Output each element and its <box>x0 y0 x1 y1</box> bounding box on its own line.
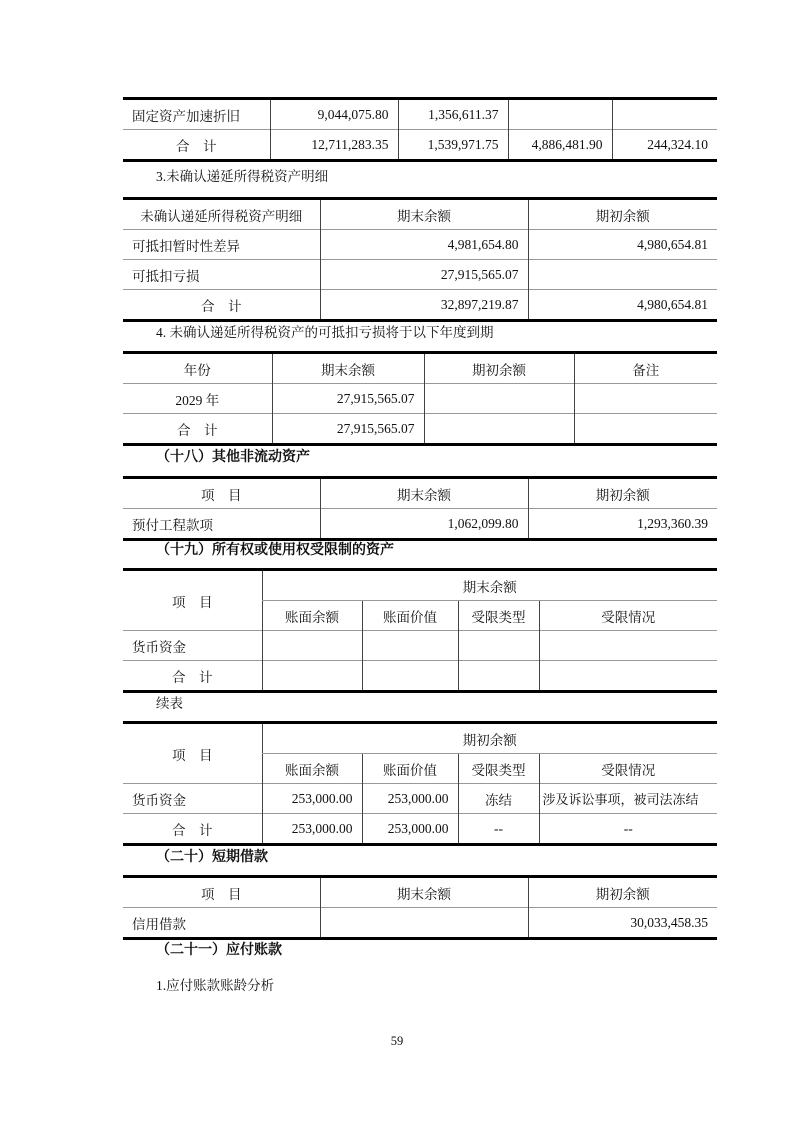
table-row <box>123 631 717 661</box>
restricted-assets-end-table <box>123 568 717 693</box>
table-row <box>123 260 717 290</box>
header-group-cell: 期初余额 <box>262 723 717 754</box>
restriction-detail-cell <box>539 631 717 661</box>
amount-cell: 9,044,075.80 <box>270 99 398 130</box>
header-cell: 项 目 <box>201 886 242 902</box>
section-21-heading: （二十一）应付账款 <box>156 943 282 958</box>
amount-cell: 4,886,481.90 <box>508 130 612 161</box>
row-label-cell: 预付工程款项 <box>123 509 320 540</box>
page-number: 59 <box>390 1034 404 1048</box>
amount-cell <box>262 661 362 692</box>
table-row <box>123 99 717 130</box>
amount-cell: 253,000.00 <box>362 784 458 814</box>
header-cell: 项 目 <box>172 594 213 610</box>
amount-cell: 1,293,360.39 <box>528 509 717 540</box>
total-label-cell: 合 计 <box>123 414 272 445</box>
row-label-cell: 货币资金 <box>123 631 262 661</box>
restriction-type-cell: 冻结 <box>458 784 539 814</box>
amount-cell: 253,000.00 <box>362 814 458 845</box>
amount-cell: 30,033,458.35 <box>528 908 717 939</box>
total-label-cell: 合 计 <box>123 290 320 321</box>
total-row <box>123 130 717 161</box>
section-20-heading: （二十）短期借款 <box>156 850 268 865</box>
payables-aging-subtitle: 1.应付账款账龄分析 <box>156 978 275 993</box>
amount-cell: 4,981,654.80 <box>320 230 528 260</box>
amount-cell: 253,000.00 <box>262 814 362 845</box>
row-label-cell: 固定资产加速折旧 <box>132 108 240 124</box>
amount-cell <box>424 384 574 414</box>
header-cell: 账面余额 <box>262 754 362 784</box>
header-cell: 项 目 <box>172 747 213 763</box>
amount-cell: 27,915,565.07 <box>320 260 528 290</box>
header-cell: 期初余额 <box>528 199 717 230</box>
total-row <box>123 661 717 692</box>
total-row <box>123 814 717 845</box>
header-row <box>123 199 717 230</box>
header-row <box>123 353 717 384</box>
restriction-type-cell <box>458 631 539 661</box>
header-cell: 账面价值 <box>362 754 458 784</box>
header-row <box>123 877 717 908</box>
restriction-detail-cell <box>539 661 717 692</box>
amount-cell <box>508 99 612 130</box>
amount-cell <box>262 631 362 661</box>
amount-cell: 253,000.00 <box>262 784 362 814</box>
amount-cell: 1,356,611.37 <box>398 99 508 130</box>
header-group-cell: 期末余额 <box>262 570 717 601</box>
restriction-type-cell: -- <box>458 814 539 845</box>
page-content <box>123 0 717 995</box>
amount-cell: 32,897,219.87 <box>320 290 528 321</box>
amount-cell: 12,711,283.35 <box>270 130 398 161</box>
restricted-assets-begin-table <box>123 721 717 846</box>
header-cell: 受限类型 <box>458 754 539 784</box>
header-cell: 期末余额 <box>320 877 528 908</box>
table-row <box>123 384 717 414</box>
header-cell: 账面价值 <box>362 601 458 631</box>
total-label-cell: 合 计 <box>123 814 262 845</box>
continued-table-label: 续表 <box>156 696 183 711</box>
amount-cell <box>424 414 574 445</box>
amount-cell: 1,062,099.80 <box>320 509 528 540</box>
header-cell: 受限情况 <box>539 601 717 631</box>
amount-cell <box>320 908 528 939</box>
row-label-cell: 信用借款 <box>123 908 320 939</box>
amount-cell <box>612 99 717 130</box>
restriction-detail-cell: 涉及诉讼事项，被司法冻结 <box>539 784 717 814</box>
accelerated-depreciation-table <box>123 97 717 162</box>
amount-cell: 244,324.10 <box>612 130 717 161</box>
section-3-title: 3.未确认递延所得税资产明细 <box>156 169 329 184</box>
row-label-cell: 货币资金 <box>123 784 262 814</box>
table-row <box>123 784 717 814</box>
unrecognized-deferred-tax-table <box>123 197 717 322</box>
total-label-cell: 合 计 <box>123 130 270 161</box>
header-cell: 受限类型 <box>458 601 539 631</box>
row-label-cell: 2029 年 <box>123 384 272 414</box>
total-row <box>123 290 717 321</box>
short-term-loans-table <box>123 875 717 940</box>
header-cell: 账面余额 <box>262 601 362 631</box>
total-label-cell: 合 计 <box>123 661 262 692</box>
section-4-title: 4. 未确认递延所得税资产的可抵扣亏损将于以下年度到期 <box>156 325 494 340</box>
deductible-loss-expiry-table <box>123 351 717 446</box>
header-cell: 期末余额 <box>320 199 528 230</box>
amount-cell: 27,915,565.07 <box>272 384 424 414</box>
amount-cell <box>528 260 717 290</box>
header-cell: 期初余额 <box>528 877 717 908</box>
header-cell: 受限情况 <box>539 754 717 784</box>
amount-cell <box>362 661 458 692</box>
header-cell: 项 目 <box>201 487 242 503</box>
row-label-cell: 可抵扣亏损 <box>123 260 320 290</box>
header-cell: 期初余额 <box>528 478 717 509</box>
other-noncurrent-assets-table <box>123 476 717 541</box>
table-row <box>123 230 717 260</box>
header-cell: 期初余额 <box>424 353 574 384</box>
header-group-row <box>123 723 717 754</box>
restriction-type-cell <box>458 661 539 692</box>
header-cell: 期末余额 <box>272 353 424 384</box>
header-cell: 未确认递延所得税资产明细 <box>140 208 303 224</box>
restriction-detail-cell: -- <box>539 814 717 845</box>
amount-cell: 4,980,654.81 <box>528 230 717 260</box>
section-19-heading: （十九）所有权或使用权受限制的资产 <box>156 543 394 558</box>
header-group-row <box>123 570 717 601</box>
header-cell: 期末余额 <box>320 478 528 509</box>
table-row <box>123 908 717 939</box>
amount-cell <box>362 631 458 661</box>
amount-cell: 4,980,654.81 <box>528 290 717 321</box>
header-cell: 备注 <box>574 353 717 384</box>
table-row <box>123 509 717 540</box>
header-row <box>123 478 717 509</box>
total-row <box>123 414 717 445</box>
section-18-heading: （十八）其他非流动资产 <box>156 450 310 465</box>
note-cell <box>574 384 717 414</box>
header-cell: 年份 <box>183 362 211 378</box>
row-label-cell: 可抵扣暂时性差异 <box>123 230 320 260</box>
amount-cell: 27,915,565.07 <box>272 414 424 445</box>
amount-cell: 1,539,971.75 <box>398 130 508 161</box>
note-cell <box>574 414 717 445</box>
